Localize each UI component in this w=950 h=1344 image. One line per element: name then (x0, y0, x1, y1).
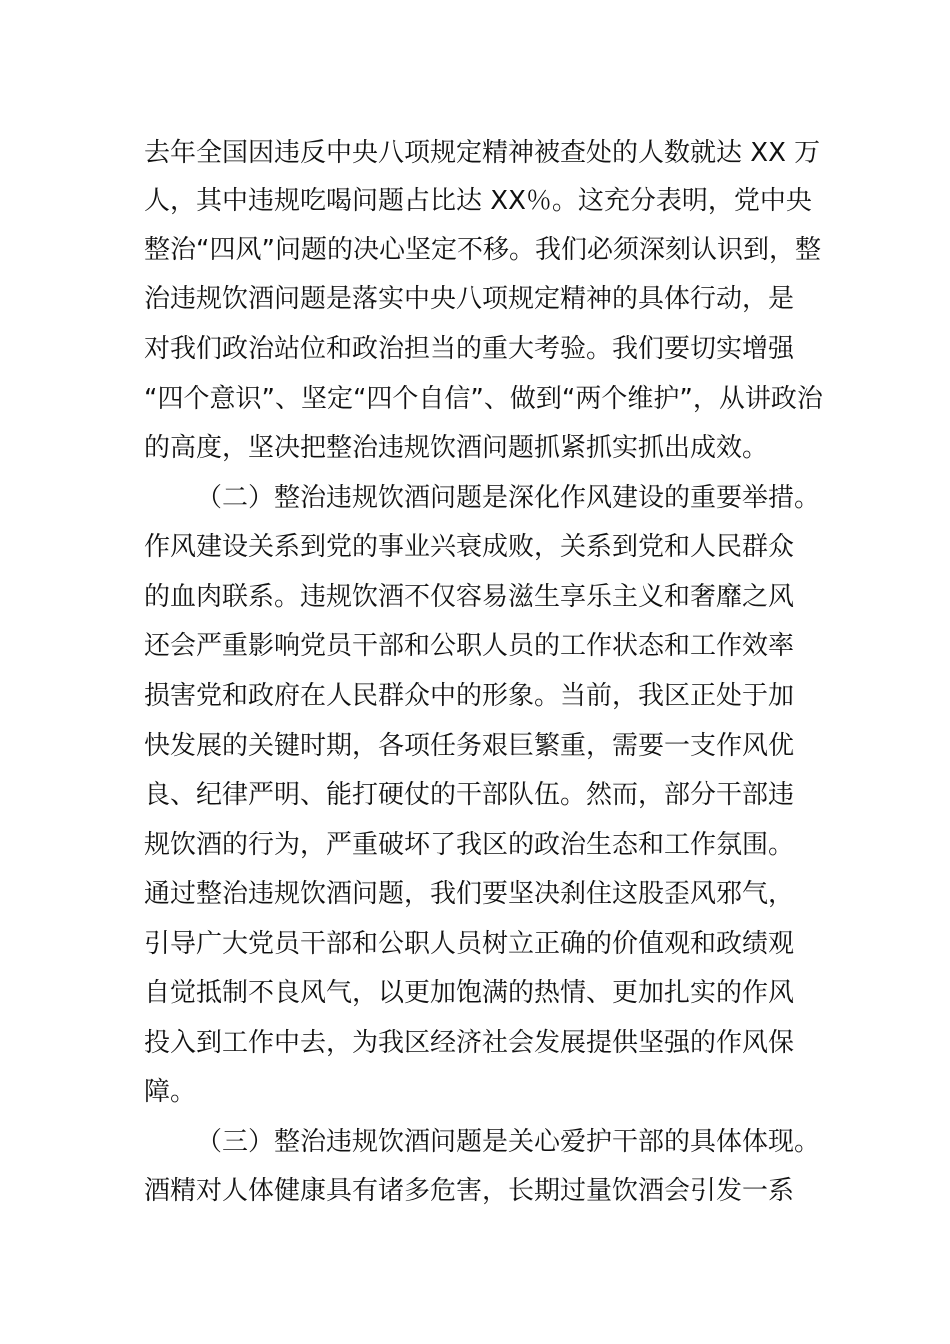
text-line: 还会严重影响党员干部和公职人员的工作状态和工作效率 (144, 631, 795, 661)
text-line: 的高度，坚决把整治违规饮酒问题抓紧抓实抓出成效。 (144, 433, 769, 463)
text-line: 治违规饮酒问题是落实中央八项规定精神的具体行动，是 (144, 284, 795, 314)
text-line: 规饮酒的行为，严重破坏了我区的政治生态和工作氛围。 (144, 830, 795, 860)
text-line: 的血肉联系。违规饮酒不仅容易滋生享乐主义和奢靡之风 (144, 582, 795, 612)
text-line: 整治“四风”问题的决心坚定不移。我们必须深刻认识到，整 (144, 235, 821, 265)
text-line: 通过整治违规饮酒问题，我们要坚决刹住这股歪风邪气， (144, 879, 795, 909)
section-heading-3: （三）整治违规饮酒问题是关心爱护干部的具体体现。 (196, 1127, 821, 1157)
text-line: 良、纪律严明、能打硬仗的干部队伍。然而，部分干部违 (144, 780, 795, 810)
text-line: 快发展的关键时期，各项任务艰巨繁重，需要一支作风优 (144, 731, 795, 761)
text-line: 人，其中违规吃喝问题占比达 XX％。这充分表明，党中央 (144, 186, 812, 216)
text-line: 引导广大党员干部和公职人员树立正确的价值观和政绩观 (144, 929, 795, 959)
text-line: 障。 (144, 1077, 197, 1107)
text-line: 对我们政治站位和政治担当的重大考验。我们要切实增强 (144, 334, 795, 364)
text-line: 作风建设关系到党的事业兴衰成败，关系到党和人民群众 (144, 532, 795, 562)
text-line: 自觉抵制不良风气，以更加饱满的热情、更加扎实的作风 (144, 978, 795, 1008)
text-line: 投入到工作中去，为我区经济社会发展提供坚强的作风保 (144, 1028, 795, 1058)
text-line: “四个意识”、坚定“四个自信”、做到“两个维护”，从讲政治 (144, 384, 823, 414)
text-line: 酒精对人体健康具有诸多危害，长期过量饮酒会引发一系 (144, 1176, 795, 1206)
text-line: 去年全国因违反中央八项规定精神被查处的人数就达 XX 万 (144, 138, 821, 168)
text-line: 损害党和政府在人民群众中的形象。当前，我区正处于加 (144, 681, 795, 711)
section-heading-2: （二）整治违规饮酒问题是深化作风建设的重要举措。 (196, 483, 821, 513)
